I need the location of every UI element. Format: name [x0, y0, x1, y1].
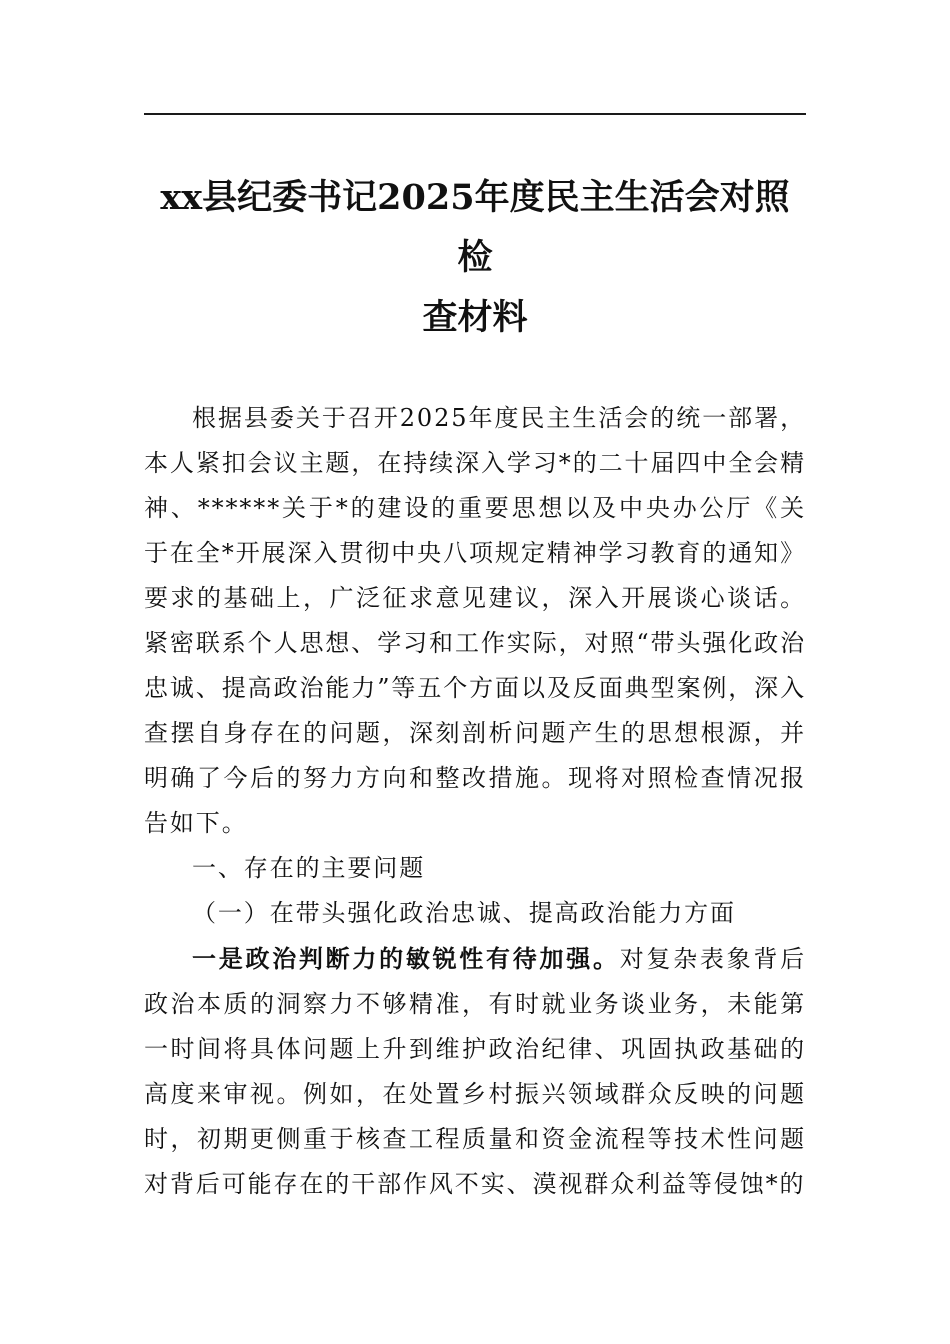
intro-paragraph: 根据县委关于召开2025年度民主生活会的统一部署，本人紧扣会议主题，在持续深入学习*的二十届四中全会精神、******关于*的建设的重要思想以及中央办公厅《关于在全*开展深入贯彻中央八项规定精神学习教育的通知》要求的基础上，广泛征求意见建议，深入开展谈心谈话。紧密联系个人思想、学习和工作实际，对照“带头强化政治忠诚、提高政治能力”等五个方面以及反面典型案例，深入查摆自身存在的问题，深刻剖析问题产生的思想根源，并明确了今后的努力方向和整改措施。现将对照检查情况报告如下。 [144, 404, 806, 837]
point-1-paragraph [144, 936, 806, 1207]
title-line-2: 查材料 [422, 297, 528, 338]
title-line-1: xx县纪委书记2025年度民主生活会对照检 [160, 177, 790, 278]
document-body [144, 396, 806, 1207]
document-title [144, 168, 806, 348]
subsection-heading: （一）在带头强化政治忠诚、提高政治能力方面 [192, 899, 736, 927]
header-rule [144, 113, 806, 115]
point-1-lead: 一是政治判断力的敏锐性有待加强。 [192, 944, 620, 973]
point-1-text: 对复杂表象背后政治本质的洞察力不够精准，有时就业务谈业务，未能第一时间将具体问题上升到维护政治纪律、巩固执政基础的高度来审视。例如，在处置乡村振兴领域群众反映的问题时，初期更侧重于核查工程质量和资金流程等技术性问题对背后可能存在的干部作风不实、漠视群众利益等侵蚀*的 [144, 945, 806, 1198]
section-heading: 一、存在的主要问题 [192, 854, 426, 882]
